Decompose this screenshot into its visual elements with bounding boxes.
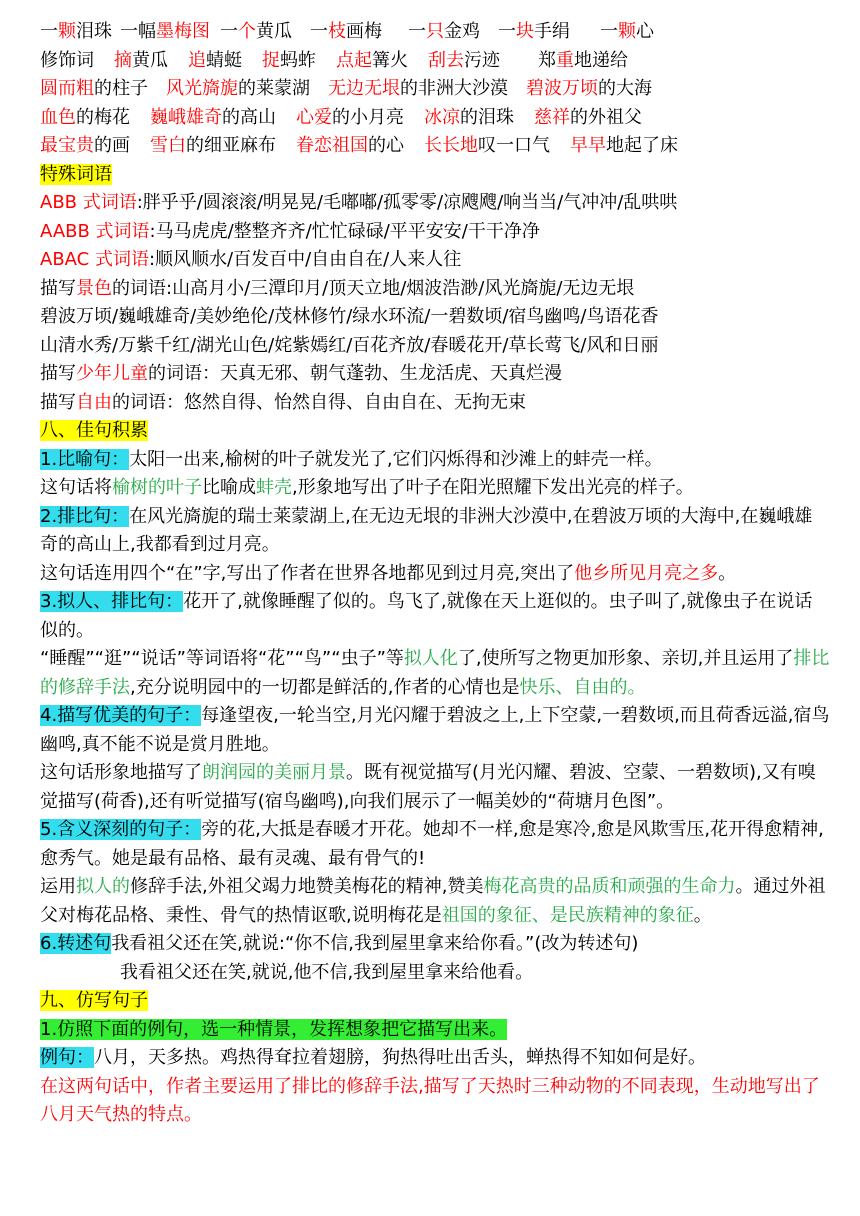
sentence-type-label: 5.含义深刻的句子：: [40, 819, 202, 840]
object-word: 蚂蚱: [280, 49, 316, 71]
object-word: 黄瓜: [132, 49, 168, 71]
example-sentence: 我看祖父还在笑,就说:“你不信,我到屋里拿来给你看。”(改为转述句): [111, 933, 639, 954]
word-noun: 画梅: [346, 21, 382, 42]
example-analysis: [40, 1073, 830, 1130]
keyword: 少年儿童: [76, 363, 148, 384]
adjective-word: 长长地: [424, 135, 478, 156]
object-word: 篝火: [372, 49, 408, 71]
example-sentence-row: [40, 1044, 830, 1073]
keyword: 自由: [76, 391, 112, 413]
analysis-text: 。通过外祖父对梅花品格、秉性、骨气的热情讴歌,说明梅花是: [40, 876, 826, 926]
descriptive-analysis: [40, 759, 830, 816]
analysis-text: 这句话连用四个“在”字,写出了作者在世界各地都见到过月亮,突出了: [40, 562, 575, 584]
word-prefix: 一: [600, 21, 618, 42]
noun-phrase: 的柱子: [94, 78, 148, 99]
adjective-word: 最宝贵: [40, 135, 94, 156]
pattern-label: AABB 式词语: [40, 220, 150, 242]
word-list: :胖乎乎/圆滚滚/明晃晃/毛嘟嘟/孤零零/凉飕飕/响当当/气冲冲/乱哄哄: [136, 192, 678, 213]
highlight: 拟人化: [403, 648, 458, 669]
analysis-text: 。: [718, 562, 737, 584]
metaphor-analysis: [40, 474, 830, 503]
sentence-type-label: 2.排比句：: [40, 505, 130, 527]
sentence-type-label: 3.拟人、排比句：: [40, 591, 184, 612]
highlight: 梅花高贵的品质和顽强的生命力: [483, 876, 736, 897]
word-list: 的词语：悠然自得、怡然自得、自由自在、无拘无束: [112, 391, 526, 413]
example-sentence: 每逢望夜,一轮当空,月光闪耀于碧波之上,上下空蒙,一碧数顷,而且荷香远溢,宿鸟幽鸣,真不能不说是赏月胜地。: [40, 705, 830, 755]
personification-analysis: [40, 645, 830, 702]
noun-phrase: 的梅花: [76, 106, 130, 128]
keyword: 景色: [76, 277, 112, 299]
adjective-word: 碧波万顷: [526, 78, 598, 99]
analysis-text: 比喻成: [202, 477, 256, 498]
word-noun: 手绢: [534, 21, 570, 42]
word-prefix: 一: [310, 21, 328, 42]
highlight: 他乡所见月亮之多: [574, 562, 719, 584]
word-list: 山清水秀/万紫千红/湖光山色/姹紫嫣红/百花齐放/春暖花开/草长莺飞/风和日丽: [40, 334, 659, 356]
modifier-word-row: [40, 47, 830, 76]
word-prefix: 一: [220, 21, 238, 42]
example-sentence: 旁的花,大抵是春暖才开花。她却不一样,愈是寒冷,愈是风欺雪压,花开得愈精神,愈秀气。她是最有品格、最有灵魂、最有骨气的!: [40, 819, 824, 869]
adjective-word: 早早: [570, 135, 606, 156]
scenery-words-line-3: [40, 332, 830, 361]
abac-words-line: [40, 246, 830, 275]
analysis-text: 修辞手法,外祖父竭力地赞美梅花的精神,赞美: [130, 876, 484, 897]
example-sentence: 在风光旖旎的瑞士莱蒙湖上,在无边无垠的非洲大沙漠中,在碧波万顷的大海中,在巍峨雄奇的高山上,我都看到过月亮。: [40, 505, 813, 555]
youth-words-line: [40, 360, 830, 389]
word-list: 的词语：天真无邪、朝气蓬勃、生龙活虎、天真烂漫: [148, 363, 562, 384]
document-page: [40, 18, 830, 1130]
highlight: 排比的修辞手法: [40, 648, 830, 698]
verb-word: 追: [188, 49, 206, 71]
analysis-text: 。: [693, 904, 712, 926]
object-word: 蜻蜓: [206, 49, 242, 71]
text: 描写: [40, 363, 76, 384]
profound-analysis: [40, 873, 830, 930]
word-list: 碧波万顷/巍峨雄奇/美妙绝伦/茂林修竹/绿水环流/一碧数顷/宿鸟幽鸣/鸟语花香: [40, 306, 659, 327]
noun-phrase: 的画: [94, 135, 130, 156]
section-heading: 特殊词语: [40, 163, 112, 185]
highlight: 拟人的: [76, 876, 130, 897]
word-prefix: 一幅: [120, 21, 156, 42]
analysis-text: 这句话将: [40, 477, 112, 498]
scenery-words-line-2: [40, 303, 830, 332]
measure-word: 颗: [58, 21, 76, 42]
text: 描写: [40, 277, 76, 299]
highlight: 朗润园的美丽月景: [202, 762, 346, 783]
pattern-label: ABAC 式词语: [40, 249, 149, 270]
analysis-text: “睡醒”“逛”“说话”等词语将“花”“鸟”“虫子”等: [40, 648, 404, 669]
example-sentence: 花开了,就像睡醒了似的。鸟飞了,就像在天上逛似的。虫子叫了,就像虫子在说话似的。: [40, 591, 813, 641]
adjective-phrase-row: [40, 104, 830, 133]
analysis-text: 。既有视觉描写(月光闪耀、碧波、空蒙、一碧数顷),又有嗅觉描写(荷香),还有听觉描写(宿鸟幽鸣),向我们展示了一幅美妙的“荷塘月色图”。: [40, 762, 816, 812]
freedom-words-line: [40, 389, 830, 418]
scenery-words-line: [40, 275, 830, 304]
word-suffix: 地递给: [574, 49, 628, 71]
adjective-word: 巍峨雄奇: [150, 106, 222, 128]
analysis-text: 在这两句话中，作者主要运用了排比的修辞手法,描写了天热时三种动物的不同表现，生动地写出了八月天气热的特点。: [40, 1075, 820, 1125]
word-noun: 金鸡: [444, 21, 480, 42]
noun-phrase: 的细亚麻布: [186, 135, 276, 156]
word-prefix: 一: [40, 21, 58, 42]
measure-word: 枝: [328, 21, 346, 42]
word-noun: 心: [636, 21, 654, 42]
section-8-heading-row: [40, 417, 830, 446]
noun-phrase: 的小月亮: [332, 106, 404, 128]
reported-speech-answer: [40, 959, 830, 988]
personification-sentence: [40, 588, 830, 645]
highlight: 快乐、自由的。: [519, 676, 646, 698]
noun-phrase: 的心: [368, 135, 404, 156]
adjective-phrase-row: [40, 132, 830, 161]
sentence-type-label: 4.描写优美的句子：: [40, 705, 202, 726]
adjective-word: 心爱: [296, 106, 332, 128]
analysis-text: ,形象地写出了叶子在阳光照耀下发出光亮的样子。: [292, 477, 694, 498]
answer-text: 我看祖父还在笑,就说,他不信,我到屋里拿来给他看。: [120, 961, 534, 983]
word-list: 的词语:山高月小/三潭印月/顶天立地/烟波浩渺/风光旖旎/无边无垠: [112, 277, 635, 299]
pattern-label: ABB 式词语: [40, 192, 137, 213]
word-noun: 泪珠: [76, 21, 112, 42]
noun-phrase: 的泪珠: [460, 106, 514, 128]
adjective-word: 冰凉: [424, 106, 460, 128]
word-list: :马马虎虎/整整齐齐/忙忙碌碌/平平安安/干干净净: [149, 220, 540, 242]
measure-word: 颗: [618, 21, 636, 42]
word-prefix: 郑: [538, 49, 556, 71]
highlight: 蚌壳: [256, 477, 292, 498]
adjective-word: 风光旖旎: [166, 78, 238, 99]
abb-words-line: [40, 189, 830, 218]
noun-phrase: 的外祖父: [570, 106, 642, 128]
section-9-heading-row: [40, 987, 830, 1016]
adjective-word: 雪白: [150, 135, 186, 156]
measure-word-row: [40, 18, 830, 47]
noun-phrase: 的莱蒙湖: [238, 78, 310, 99]
sentence-type-label: 6.转述句: [40, 933, 112, 954]
sentence-type-label: 1.比喻句：: [40, 448, 130, 470]
analysis-text: 了,使所写之物更加形象、亲切,并且运用了: [457, 648, 794, 669]
noun-phrase: 地起了床: [606, 135, 678, 156]
noun-phrase: 叹一口气: [478, 135, 550, 156]
verb-word: 刮去: [428, 49, 464, 71]
adjective-word: 圆而粗: [40, 78, 94, 99]
noun-phrase: 的非洲大沙漠: [400, 78, 508, 99]
reported-speech-sentence: [40, 930, 830, 959]
modifier-word: 重: [556, 49, 574, 71]
parallelism-analysis: [40, 560, 830, 589]
word-list: :顺风顺水/百发百中/自由自在/人来人往: [148, 249, 462, 270]
measure-word: 个: [238, 21, 256, 42]
adjective-word: 无边无垠: [328, 78, 400, 99]
parallelism-sentence: [40, 503, 830, 560]
special-words-heading-row: [40, 161, 830, 190]
section-heading: 八、佳句积累: [40, 420, 148, 441]
adjective-word: 血色: [40, 106, 76, 128]
noun-phrase: 的大海: [598, 78, 652, 99]
verb-word: 点起: [336, 49, 372, 71]
example-label: 例句：: [40, 1047, 94, 1068]
example-sentence: 太阳一出来,榆树的叶子就发光了,它们闪烁得和沙滩上的蚌壳一样。: [129, 448, 663, 470]
analysis-text: 这句话形象地描写了: [40, 762, 202, 783]
adjective-word: 慈祥: [534, 106, 570, 128]
descriptive-sentence: [40, 702, 830, 759]
word-prefix: 一: [408, 21, 426, 42]
measure-word: 只: [426, 21, 444, 42]
verb-word: 捉: [262, 49, 280, 71]
word-noun: 黄瓜: [256, 21, 292, 42]
adjective-word: 眷恋祖国: [296, 135, 368, 156]
profound-sentence: [40, 816, 830, 873]
measure-word: 墨梅图: [156, 21, 210, 42]
text: 描写: [40, 391, 76, 413]
section-heading: 九、仿写句子: [40, 990, 148, 1011]
verb-word: 摘: [114, 49, 132, 71]
metaphor-sentence: [40, 446, 830, 475]
analysis-text: ,充分说明园中的一切都是鲜活的,作者的心情也是: [130, 676, 520, 698]
highlight: 榆树的叶子: [112, 477, 202, 498]
word-prefix: 一: [498, 21, 516, 42]
task-instruction: 1.仿照下面的例句，选一种情景，发挥想象把它描写出来。: [40, 1018, 508, 1040]
measure-word: 块: [516, 21, 534, 42]
row-label: 修饰词: [40, 49, 94, 71]
aabb-words-line: [40, 218, 830, 247]
object-word: 污迹: [464, 49, 500, 71]
analysis-text: 运用: [40, 876, 76, 897]
imitation-task-row: [40, 1016, 830, 1045]
noun-phrase: 的高山: [222, 106, 276, 128]
adjective-phrase-row: [40, 75, 830, 104]
highlight: 祖国的象征、是民族精神的象征: [441, 904, 694, 926]
example-sentence: 八月，天多热。鸡热得耷拉着翅膀，狗热得吐出舌头，蝉热得不知如何是好。: [94, 1047, 706, 1068]
